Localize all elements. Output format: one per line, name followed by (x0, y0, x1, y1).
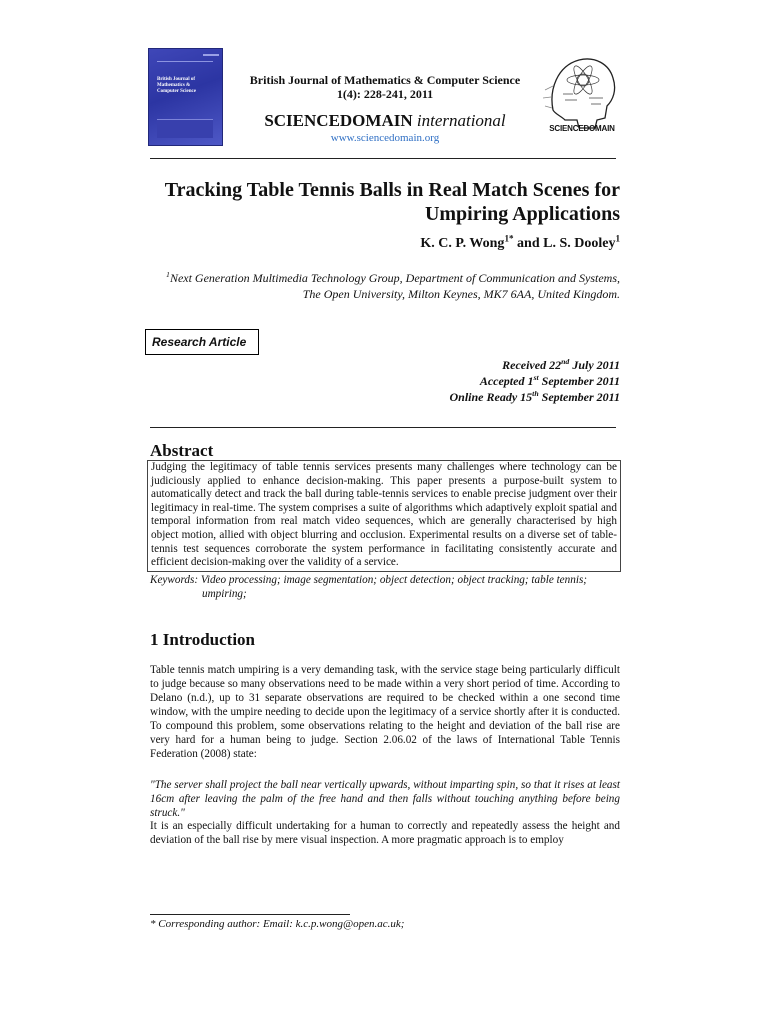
corresponding-author-footnote: * Corresponding author: Email: k.c.p.wong@open.ac.uk; (150, 918, 405, 930)
received-date: Received 22nd July 2011 (502, 357, 620, 372)
author-1: K. C. P. Wong (420, 236, 505, 251)
keywords (150, 574, 620, 601)
keywords-line-1: Keywords: Video processing; image segmentation; object detection; object tracking; table tennis; (150, 574, 588, 586)
online-date: Online Ready 15th September 2011 (449, 389, 620, 404)
affiliation-line-1: Next Generation Multimedia Technology Group, Department of Communication and Systems, (169, 271, 620, 285)
author-2-superscript: 1 (615, 233, 620, 244)
intro-heading: 1 Introduction (150, 630, 256, 649)
author-2: and L. S. Dooley (513, 236, 616, 251)
author-1-superscript: 1* (504, 233, 514, 244)
journal-volume: 1(4): 228-241, 2011 (336, 87, 434, 101)
keywords-line-2: umpiring; (202, 587, 247, 600)
sciencedomain-logo-icon (543, 50, 621, 150)
abstract-text: Judging the legitimacy of table tennis services presents many challenges where technology can be judiciously applied to enhance decision-making. This paper presents a purpose-built system to automatically detect and track the ball during table-tennis services to enable precise judgment over their legitimacy in real-time. The system comprises a suite of algorithms which adaptively exploit spatial and temporal information from real match video sequences, which are generally characterised by high object motion, allied with object blurring and occlusion. Experimental results on a diverse set of table-tennis test sequences corroborate the system performance in facilitating consistently accurate and efficient decision-making over the validity of a service. (147, 460, 621, 572)
cover-title: British Journal of Mathematics & Computer Science (157, 77, 196, 94)
publisher-url-link[interactable]: www.sciencedomain.org (330, 132, 440, 144)
publisher-name (225, 111, 545, 131)
intro-quote: "The server shall project the ball near vertically upwards, without imparting spin, so that it rises at least 16cm after leaving the palm of the free hand and then falls without touching anything before being struck." (150, 779, 620, 819)
header-divider (150, 158, 616, 159)
publisher-italic: international (416, 111, 506, 130)
intro-paragraph-2: It is an especially difficult undertaking for a human to correctly and repeatedly assess the height and deviation of the ball rise by mere visual inspection. A more pragmatic approach is to employ (150, 820, 620, 846)
journal-name: British Journal of Mathematics & Computer Science (249, 73, 521, 87)
affiliation (150, 270, 620, 302)
footnote-rule (150, 914, 350, 915)
authors (150, 233, 620, 252)
accepted-date: Accepted 1st September 2011 (479, 373, 620, 388)
section-divider (150, 427, 616, 428)
abstract-heading: Abstract (150, 441, 214, 460)
cover-footer-band (157, 119, 213, 138)
logo-wordmark: SCIENCEDOMAIN (549, 124, 615, 133)
journal-cover-image (148, 48, 223, 146)
paper-title: Tracking Table Tennis Balls in Real Match Scenes for Umpiring Applications (164, 179, 620, 225)
affiliation-superscript: 1 (166, 270, 170, 279)
cover-divider (157, 61, 213, 62)
article-type-badge: Research Article (145, 329, 259, 355)
publication-dates (380, 357, 620, 405)
affiliation-line-2: The Open University, Milton Keynes, MK7 6AA, United Kingdom. (302, 287, 620, 301)
cover-decoration (203, 54, 219, 56)
publisher-bold: SCIENCEDOMAIN (264, 111, 413, 130)
intro-paragraph-1: Table tennis match umpiring is a very demanding task, with the service stage being particularly difficult to judge because so many observations need to be made within a very short period of time. According to Delano (n.d.), up to 31 separate observations are required to be checked within a one second time window, with the umpire needing to decide upon the legitimacy of a service shortly after it is conducted. To compound this problem, some observations relating to the height and deviation of the ball rise are very hard for a human being to judge. Section 2.06.02 of the laws of International Table Tennis Federation (2008) state: (150, 664, 620, 760)
